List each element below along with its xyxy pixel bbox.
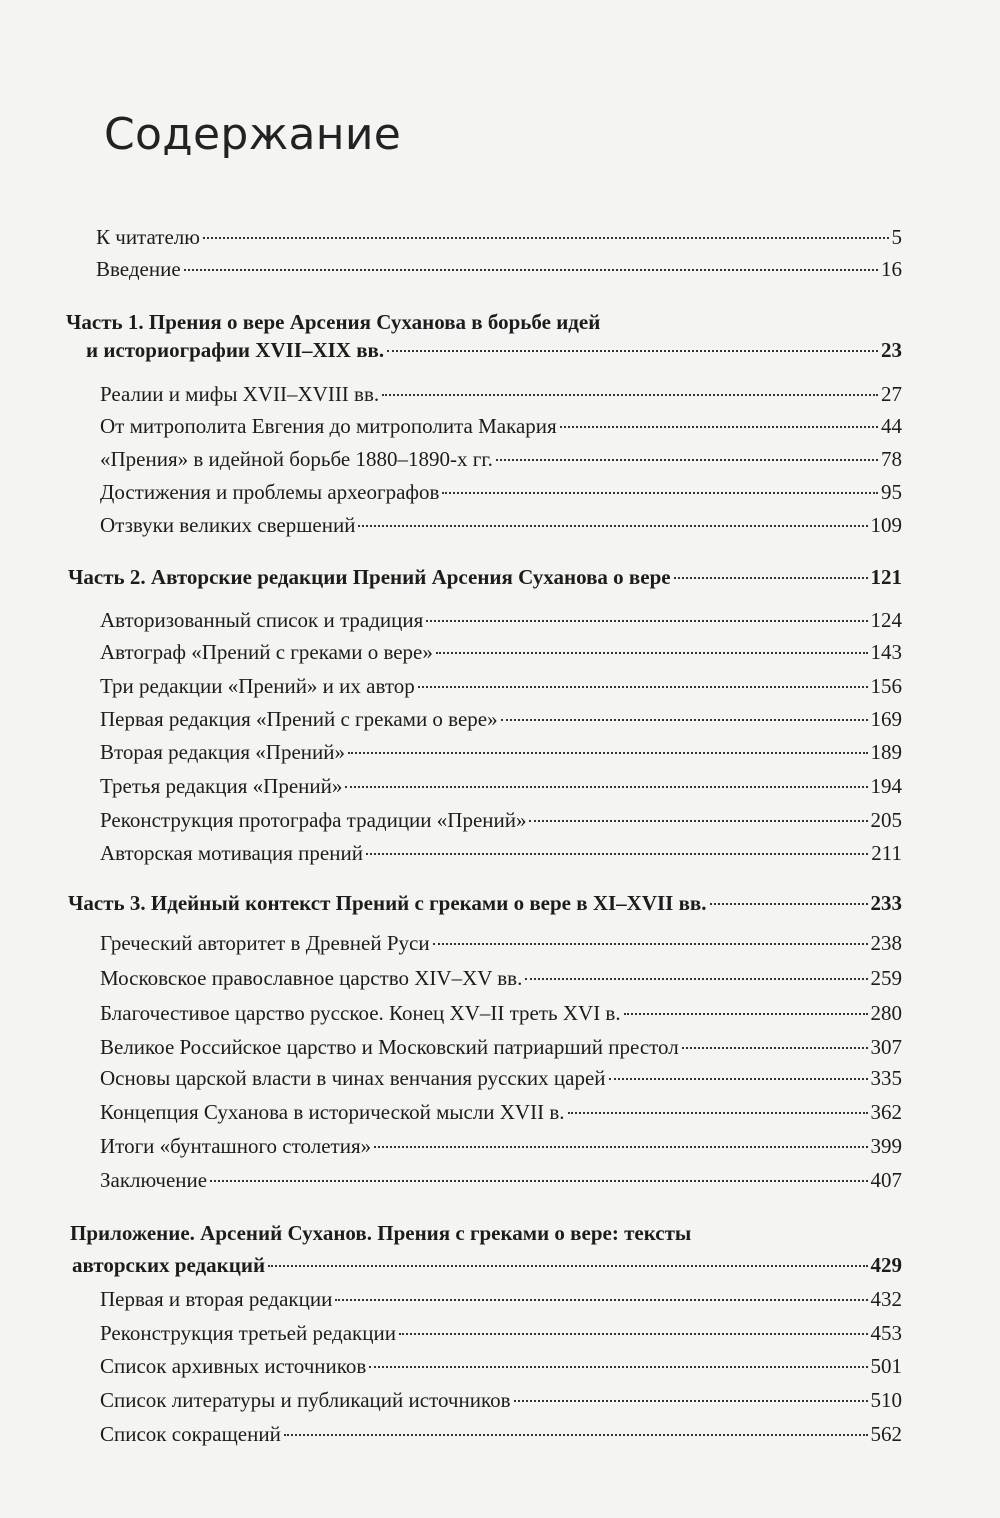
- toc-page-number: 205: [870, 808, 902, 832]
- toc-entry-label: Часть 3. Идейный контекст Прений с греками о вере в XI–XVII вв.: [68, 891, 707, 915]
- dot-leader: [348, 752, 868, 754]
- toc-page-number: 27: [881, 382, 902, 406]
- toc-page-number: 5: [891, 225, 902, 249]
- toc-entry-label: К читателю: [96, 225, 200, 249]
- dot-leader: [514, 1400, 868, 1402]
- toc-entry: [100, 1130, 902, 1162]
- toc-part-heading-line: Часть 1. Прения о вере Арсения Суханова в борьбе идей: [66, 310, 601, 334]
- dot-leader: [345, 786, 867, 788]
- toc-page-number: 143: [870, 640, 902, 664]
- toc-page-number: 121: [870, 565, 902, 589]
- toc-page-number: 510: [870, 1388, 902, 1412]
- toc-entry: [100, 962, 902, 994]
- toc-page-number: 362: [870, 1100, 902, 1124]
- dot-leader: [433, 943, 868, 945]
- toc-entry-label: и историографии XVII–XIX вв.: [86, 338, 385, 362]
- toc-entry-label: Итоги «бунташного столетия»: [100, 1134, 372, 1158]
- toc-entry-label: Третья редакция «Прений»: [100, 774, 343, 798]
- toc-entry: [100, 1164, 902, 1196]
- dot-leader: [568, 1112, 868, 1114]
- toc-entry: [100, 1062, 902, 1094]
- toc-entry: [100, 443, 902, 475]
- toc-page-number: 169: [870, 707, 902, 731]
- toc-page-number: 407: [870, 1168, 902, 1192]
- toc-entry-label: Заключение: [100, 1168, 208, 1192]
- toc-page-number: 189: [870, 740, 902, 764]
- toc-entry-label: «Прения» в идейной борьбе 1880–1890-х гг.: [100, 447, 493, 471]
- toc-entry-label: Три редакции «Прений» и их автор: [100, 674, 415, 698]
- dot-leader: [609, 1078, 868, 1080]
- toc-entry: [100, 670, 902, 702]
- toc-page-number: 280: [870, 1001, 902, 1025]
- toc-entry-label: Список литературы и публикаций источников: [100, 1388, 511, 1412]
- dot-leader: [426, 620, 867, 622]
- toc-page-number: 238: [870, 931, 902, 955]
- toc-entry: [100, 1384, 902, 1416]
- dot-leader: [710, 903, 868, 905]
- dot-leader: [358, 525, 867, 527]
- dot-leader: [674, 577, 868, 579]
- toc-entry: [100, 1317, 902, 1349]
- toc-page-number: 124: [870, 608, 902, 632]
- dot-leader: [529, 820, 867, 822]
- toc-part-entry: [68, 887, 902, 919]
- dot-leader: [335, 1299, 867, 1301]
- dot-leader: [203, 237, 889, 239]
- toc-part-entry: [72, 1249, 902, 1281]
- dot-leader: [366, 853, 868, 855]
- toc-page-number: 259: [870, 966, 902, 990]
- toc-entry-label: Московское православное царство XIV–XV вв.: [100, 966, 523, 990]
- toc-entry-label: Отзвуки великих свершений: [100, 513, 356, 537]
- toc-page-number: 95: [881, 480, 902, 504]
- toc-page-number: 44: [881, 414, 902, 438]
- dot-leader: [284, 1434, 868, 1436]
- toc-page-number: 156: [870, 674, 902, 698]
- toc-page-number: 399: [870, 1134, 902, 1158]
- toc-entry-label: Авторская мотивация прений: [100, 841, 363, 865]
- toc-page-number: 194: [870, 774, 902, 798]
- toc-entry: [100, 736, 902, 768]
- toc-entry-label: Греческий авторитет в Древней Руси: [100, 931, 430, 955]
- toc-entry: [100, 997, 902, 1029]
- toc-entry-label: Список архивных источников: [100, 1354, 367, 1378]
- toc-page-number: 335: [870, 1066, 902, 1090]
- toc-entry-label: Благочестивое царство русское. Конец XV–II треть XVI в.: [100, 1001, 621, 1025]
- toc-page-number: 233: [870, 891, 902, 915]
- toc-entry: [100, 1031, 902, 1063]
- toc-entry: [100, 604, 902, 636]
- toc-page-number: 429: [870, 1253, 902, 1277]
- dot-leader: [496, 459, 878, 461]
- toc-entry-label: Введение: [96, 257, 181, 281]
- toc-entry-label: Концепция Суханова в исторической мысли XVII в.: [100, 1100, 565, 1124]
- toc-part-heading-line: Приложение. Арсений Суханов. Прения с греками о вере: тексты: [70, 1221, 692, 1245]
- toc-entry: [100, 703, 902, 735]
- toc-entry: [96, 221, 902, 253]
- toc-entry-label: Основы царской власти в чинах венчания русских царей: [100, 1066, 606, 1090]
- dot-leader: [369, 1366, 867, 1368]
- toc-page-number: 307: [870, 1035, 902, 1059]
- dot-leader: [399, 1333, 868, 1335]
- toc-page-number: 432: [870, 1287, 902, 1311]
- dot-leader: [210, 1180, 867, 1182]
- dot-leader: [184, 269, 878, 271]
- toc-entry: [100, 804, 902, 836]
- toc-page-number: 562: [870, 1422, 902, 1446]
- toc-entry: [100, 770, 902, 802]
- toc-entry: [100, 1350, 902, 1382]
- dot-leader: [501, 719, 868, 721]
- dot-leader: [436, 652, 868, 654]
- toc-page-number: 501: [870, 1354, 902, 1378]
- dot-leader: [442, 492, 878, 494]
- toc-page-number: 23: [881, 338, 902, 362]
- toc-entry: [100, 1283, 902, 1315]
- toc-page-number: 211: [871, 841, 902, 865]
- toc-page-number: 109: [870, 513, 902, 537]
- page-title: Содержание: [104, 109, 402, 161]
- dot-leader: [560, 426, 878, 428]
- toc-entry: [96, 253, 902, 285]
- toc-entry-label: авторских редакций: [72, 1253, 266, 1277]
- toc-entry-label: Первая редакция «Прений с греками о вере»: [100, 707, 498, 731]
- toc-page-number: 78: [881, 447, 902, 471]
- toc-entry-label: Реконструкция третьей редакции: [100, 1321, 396, 1345]
- toc-entry-label: Вторая редакция «Прений»: [100, 740, 345, 764]
- toc-entry: [100, 378, 902, 410]
- dot-leader: [382, 394, 878, 396]
- dot-leader: [682, 1047, 868, 1049]
- toc-entry-label: От митрополита Евгения до митрополита Макария: [100, 414, 557, 438]
- toc-entry-label: Автограф «Прений с греками о вере»: [100, 640, 433, 664]
- toc-entry-label: Авторизованный список и традиция: [100, 608, 424, 632]
- toc-part-entry: [86, 334, 902, 366]
- toc-entry: [100, 837, 902, 869]
- dot-leader: [525, 978, 867, 980]
- toc-page-number: 16: [881, 257, 902, 281]
- toc-entry-label: Список сокращений: [100, 1422, 281, 1446]
- toc-part-entry: [68, 561, 902, 593]
- dot-leader: [418, 686, 868, 688]
- dot-leader: [387, 350, 878, 352]
- toc-entry: [100, 1096, 902, 1128]
- toc-entry: [100, 509, 902, 541]
- dot-leader: [268, 1265, 867, 1267]
- dot-leader: [374, 1146, 867, 1148]
- toc-entry-label: Часть 2. Авторские редакции Прений Арсения Суханова о вере: [68, 565, 671, 589]
- toc-entry: [100, 410, 902, 442]
- toc-entry: [100, 476, 902, 508]
- toc-entry: [100, 927, 902, 959]
- toc-entry: [100, 636, 902, 668]
- toc-entry-label: Великое Российское царство и Московский патриарший престол: [100, 1035, 679, 1059]
- toc-entry-label: Реконструкция протографа традиции «Прений»: [100, 808, 527, 832]
- toc-entry-label: Реалии и мифы XVII–XVIII вв.: [100, 382, 380, 406]
- toc-entry-label: Достижения и проблемы археографов: [100, 480, 440, 504]
- dot-leader: [624, 1013, 868, 1015]
- toc-page-number: 453: [870, 1321, 902, 1345]
- toc-entry-label: Первая и вторая редакции: [100, 1287, 333, 1311]
- toc-entry: [100, 1418, 902, 1450]
